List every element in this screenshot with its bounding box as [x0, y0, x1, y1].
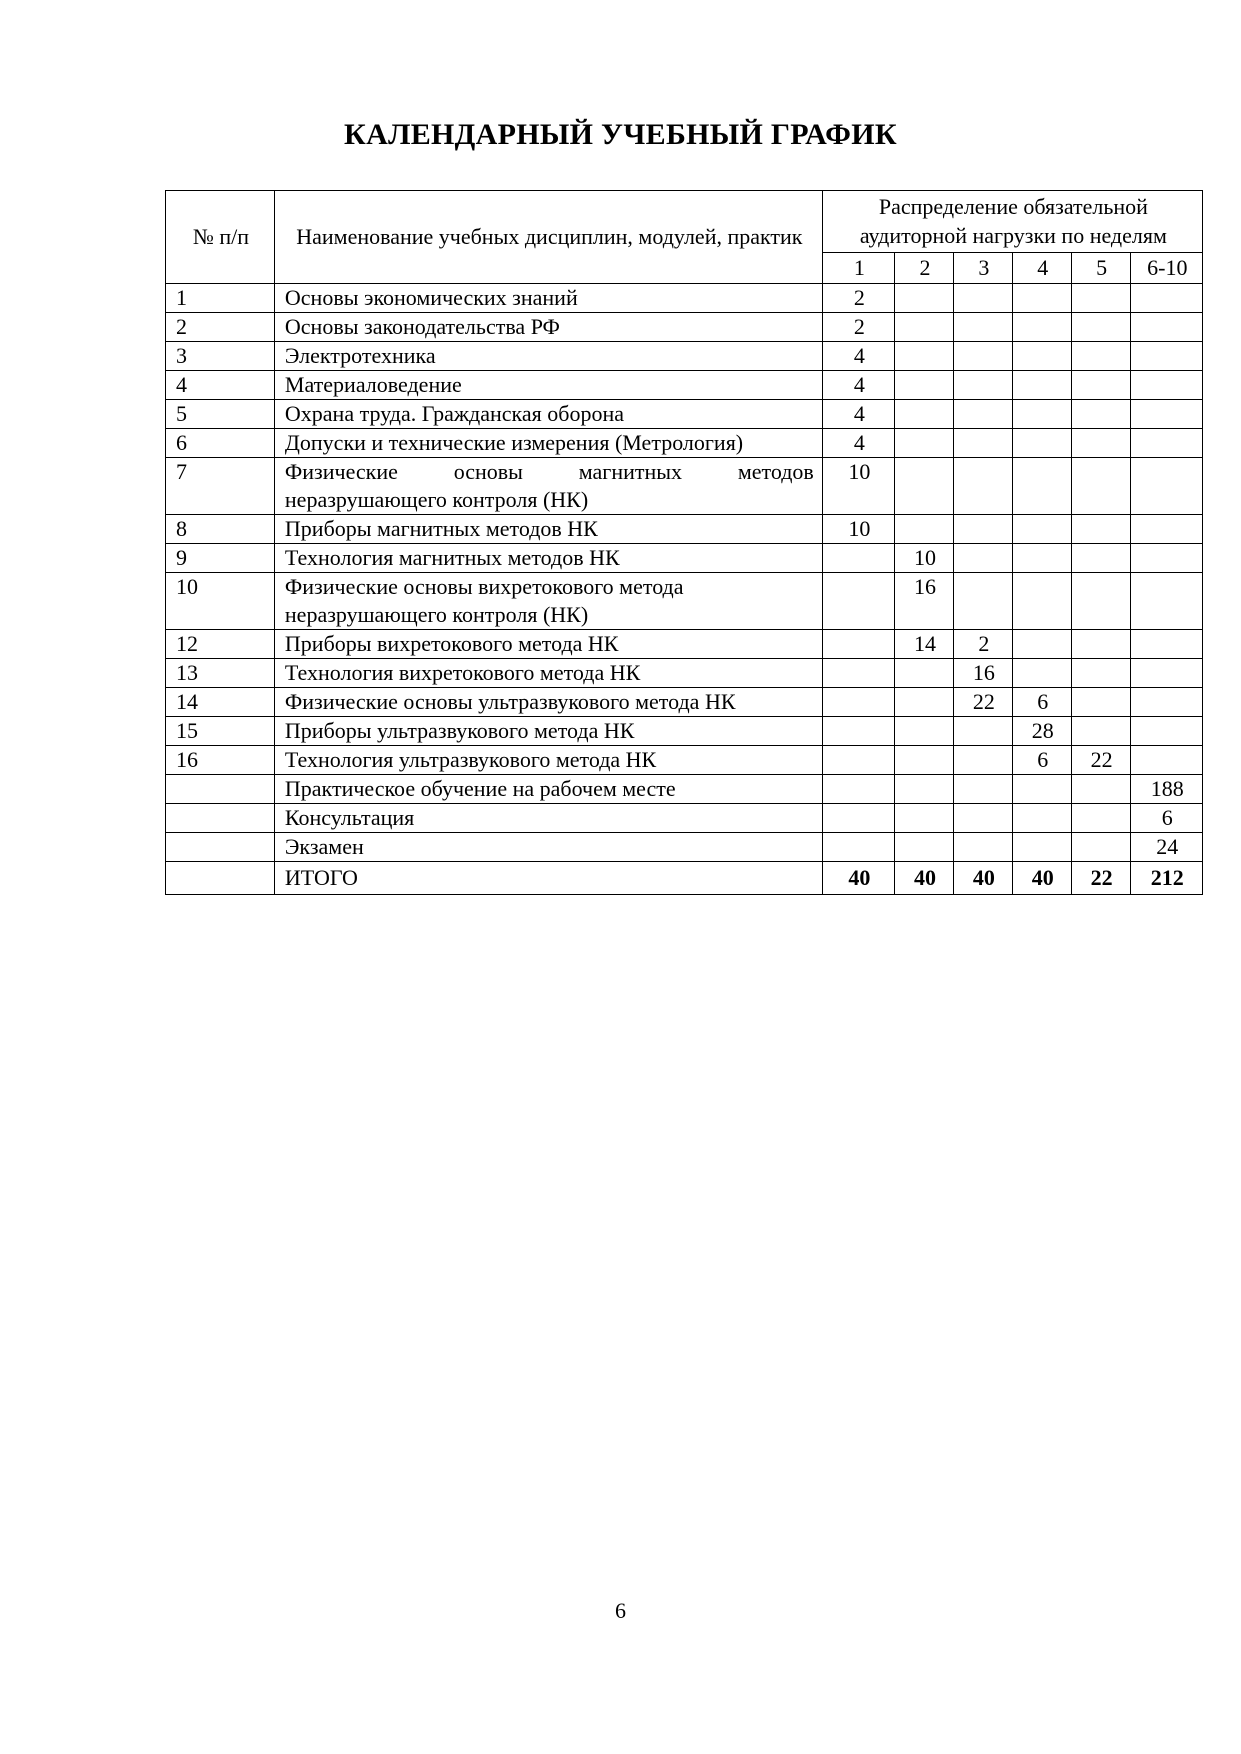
- week-value: [1012, 458, 1071, 515]
- week-value: [895, 688, 954, 717]
- week-value: [1071, 717, 1130, 746]
- header-week: 3: [953, 252, 1012, 283]
- week-value: [822, 573, 894, 630]
- week-value: [1012, 659, 1071, 688]
- table-row: [166, 717, 1203, 746]
- week-value: [895, 746, 954, 775]
- table-row: [166, 630, 1203, 659]
- table-header: [166, 191, 1203, 284]
- week-value: [822, 746, 894, 775]
- week-value: 16: [895, 573, 954, 630]
- row-number: [166, 804, 275, 833]
- row-name: Приборы магнитных методов НК: [274, 515, 822, 544]
- total-value: 40: [895, 862, 954, 895]
- table-row: [166, 775, 1203, 804]
- row-name: Материаловедение: [274, 371, 822, 400]
- table-body: [166, 284, 1203, 862]
- table-row: [166, 515, 1203, 544]
- week-value: [1071, 400, 1130, 429]
- week-value: [1071, 630, 1130, 659]
- header-week: 1: [822, 252, 894, 283]
- week-value: 6: [1012, 746, 1071, 775]
- row-name: Технология вихретокового метода НК: [274, 659, 822, 688]
- week-value: [1130, 746, 1202, 775]
- week-value: [1012, 313, 1071, 342]
- week-value: [953, 833, 1012, 862]
- row-name: Приборы ультразвукового метода НК: [274, 717, 822, 746]
- total-value: 40: [1012, 862, 1071, 895]
- row-name: Физические основы ультразвукового метода НК: [274, 688, 822, 717]
- row-name: Технология магнитных методов НК: [274, 544, 822, 573]
- week-value: [1130, 515, 1202, 544]
- header-week: 4: [1012, 252, 1071, 283]
- week-value: [822, 804, 894, 833]
- week-value: 10: [822, 515, 894, 544]
- row-number: 13: [166, 659, 275, 688]
- week-value: [1012, 515, 1071, 544]
- week-value: [1012, 284, 1071, 313]
- row-name: Основы законодательства РФ: [274, 313, 822, 342]
- header-distribution: Распределение обязательной аудиторной нагрузки по неделям: [822, 191, 1202, 253]
- page-number: 6: [615, 1598, 626, 1623]
- week-value: [953, 573, 1012, 630]
- week-value: [1012, 775, 1071, 804]
- table-row: [166, 659, 1203, 688]
- row-number: 3: [166, 342, 275, 371]
- week-value: 22: [953, 688, 1012, 717]
- row-name: Приборы вихретокового метода НК: [274, 630, 822, 659]
- week-value: [953, 544, 1012, 573]
- week-value: [895, 313, 954, 342]
- total-number-cell: [166, 862, 275, 895]
- row-number: [166, 775, 275, 804]
- table-row: [166, 313, 1203, 342]
- header-week: 5: [1071, 252, 1130, 283]
- table-row: [166, 833, 1203, 862]
- week-value: 2: [822, 313, 894, 342]
- total-value: 22: [1071, 862, 1130, 895]
- week-value: [1071, 688, 1130, 717]
- week-value: [895, 717, 954, 746]
- week-value: [1130, 371, 1202, 400]
- week-value: [1071, 573, 1130, 630]
- week-value: 28: [1012, 717, 1071, 746]
- row-name: Экзамен: [274, 833, 822, 862]
- week-value: [1130, 659, 1202, 688]
- row-name: Практическое обучение на рабочем месте: [274, 775, 822, 804]
- week-value: [1130, 573, 1202, 630]
- row-name: Физические основы вихретокового метода неразрушающего контроля (НК): [274, 573, 822, 630]
- week-value: 22: [1071, 746, 1130, 775]
- row-number: 2: [166, 313, 275, 342]
- week-value: [953, 804, 1012, 833]
- table-row: [166, 429, 1203, 458]
- week-value: [953, 458, 1012, 515]
- week-value: 24: [1130, 833, 1202, 862]
- header-number: № п/п: [166, 191, 275, 284]
- row-number: 14: [166, 688, 275, 717]
- week-value: [1130, 429, 1202, 458]
- week-value: [1130, 544, 1202, 573]
- row-number: 1: [166, 284, 275, 313]
- week-value: [1012, 429, 1071, 458]
- header-week: 6-10: [1130, 252, 1202, 283]
- week-value: 10: [895, 544, 954, 573]
- week-value: [1071, 458, 1130, 515]
- row-number: [166, 833, 275, 862]
- week-value: [1130, 284, 1202, 313]
- week-value: [953, 371, 1012, 400]
- week-value: [1012, 630, 1071, 659]
- week-value: 6: [1012, 688, 1071, 717]
- week-value: [1071, 833, 1130, 862]
- week-value: [895, 371, 954, 400]
- week-value: [1071, 371, 1130, 400]
- week-value: [895, 400, 954, 429]
- total-value: 212: [1130, 862, 1202, 895]
- week-value: 6: [1130, 804, 1202, 833]
- row-name: Охрана труда. Гражданская оборона: [274, 400, 822, 429]
- row-name: Консультация: [274, 804, 822, 833]
- week-value: [895, 342, 954, 371]
- week-value: [1012, 342, 1071, 371]
- table-row: [166, 573, 1203, 630]
- row-number: 12: [166, 630, 275, 659]
- row-number: 5: [166, 400, 275, 429]
- table-row: [166, 400, 1203, 429]
- week-value: [822, 659, 894, 688]
- week-value: 16: [953, 659, 1012, 688]
- week-value: [895, 659, 954, 688]
- week-value: [1012, 371, 1071, 400]
- week-value: [1012, 804, 1071, 833]
- row-number: 6: [166, 429, 275, 458]
- week-value: [953, 515, 1012, 544]
- week-value: [1071, 775, 1130, 804]
- table-row: [166, 284, 1203, 313]
- table-row: [166, 458, 1203, 515]
- week-value: [822, 717, 894, 746]
- row-number: 8: [166, 515, 275, 544]
- week-value: [1130, 400, 1202, 429]
- table-row: [166, 544, 1203, 573]
- week-value: [953, 284, 1012, 313]
- week-value: [953, 717, 1012, 746]
- row-name: Физические основы магнитных методов неразрушающего контроля (НК): [274, 458, 822, 515]
- week-value: [895, 775, 954, 804]
- row-name: Электротехника: [274, 342, 822, 371]
- table-row: [166, 804, 1203, 833]
- table-row: [166, 371, 1203, 400]
- week-value: [895, 804, 954, 833]
- total-row: [166, 862, 1203, 895]
- schedule-table: [165, 190, 1203, 895]
- row-number: 9: [166, 544, 275, 573]
- week-value: [1130, 717, 1202, 746]
- row-number: 4: [166, 371, 275, 400]
- total-value: 40: [953, 862, 1012, 895]
- week-value: 4: [822, 371, 894, 400]
- row-number: 16: [166, 746, 275, 775]
- header-name: Наименование учебных дисциплин, модулей, практик: [274, 191, 822, 284]
- week-value: 10: [822, 458, 894, 515]
- week-value: 4: [822, 429, 894, 458]
- week-value: [1130, 458, 1202, 515]
- week-value: [953, 313, 1012, 342]
- week-value: [895, 515, 954, 544]
- week-value: [1012, 544, 1071, 573]
- week-value: [822, 630, 894, 659]
- week-value: [822, 544, 894, 573]
- week-value: [1071, 804, 1130, 833]
- week-value: 188: [1130, 775, 1202, 804]
- row-number: 10: [166, 573, 275, 630]
- week-value: [1071, 313, 1130, 342]
- week-value: 4: [822, 342, 894, 371]
- week-value: [895, 284, 954, 313]
- row-name: Технология ультразвукового метода НК: [274, 746, 822, 775]
- week-value: [953, 342, 1012, 371]
- week-value: [822, 688, 894, 717]
- week-value: 2: [953, 630, 1012, 659]
- week-value: [1130, 342, 1202, 371]
- row-name: Основы экономических знаний: [274, 284, 822, 313]
- week-value: [822, 775, 894, 804]
- week-value: [1071, 342, 1130, 371]
- week-value: [1071, 515, 1130, 544]
- header-week: 2: [895, 252, 954, 283]
- total-label: ИТОГО: [274, 862, 822, 895]
- week-value: [953, 429, 1012, 458]
- week-value: [953, 775, 1012, 804]
- row-name: Допуски и технические измерения (Метрология): [274, 429, 822, 458]
- week-value: [895, 833, 954, 862]
- week-value: [1071, 659, 1130, 688]
- week-value: [1071, 544, 1130, 573]
- row-number: 7: [166, 458, 275, 515]
- week-value: 14: [895, 630, 954, 659]
- week-value: [1130, 630, 1202, 659]
- week-value: [822, 833, 894, 862]
- week-value: [1012, 833, 1071, 862]
- table-row: [166, 688, 1203, 717]
- page-title: КАЛЕНДАРНЫЙ УЧЕБНЫЙ ГРАФИК: [344, 118, 897, 151]
- table-row: [166, 342, 1203, 371]
- week-value: [1130, 688, 1202, 717]
- week-value: [1130, 313, 1202, 342]
- week-value: [895, 429, 954, 458]
- table-row: [166, 746, 1203, 775]
- week-value: [1012, 400, 1071, 429]
- week-value: [1071, 284, 1130, 313]
- total-value: 40: [822, 862, 894, 895]
- week-value: [1012, 573, 1071, 630]
- week-value: [953, 400, 1012, 429]
- week-value: [953, 746, 1012, 775]
- week-value: [1071, 429, 1130, 458]
- week-value: 2: [822, 284, 894, 313]
- week-value: [895, 458, 954, 515]
- week-value: 4: [822, 400, 894, 429]
- row-number: 15: [166, 717, 275, 746]
